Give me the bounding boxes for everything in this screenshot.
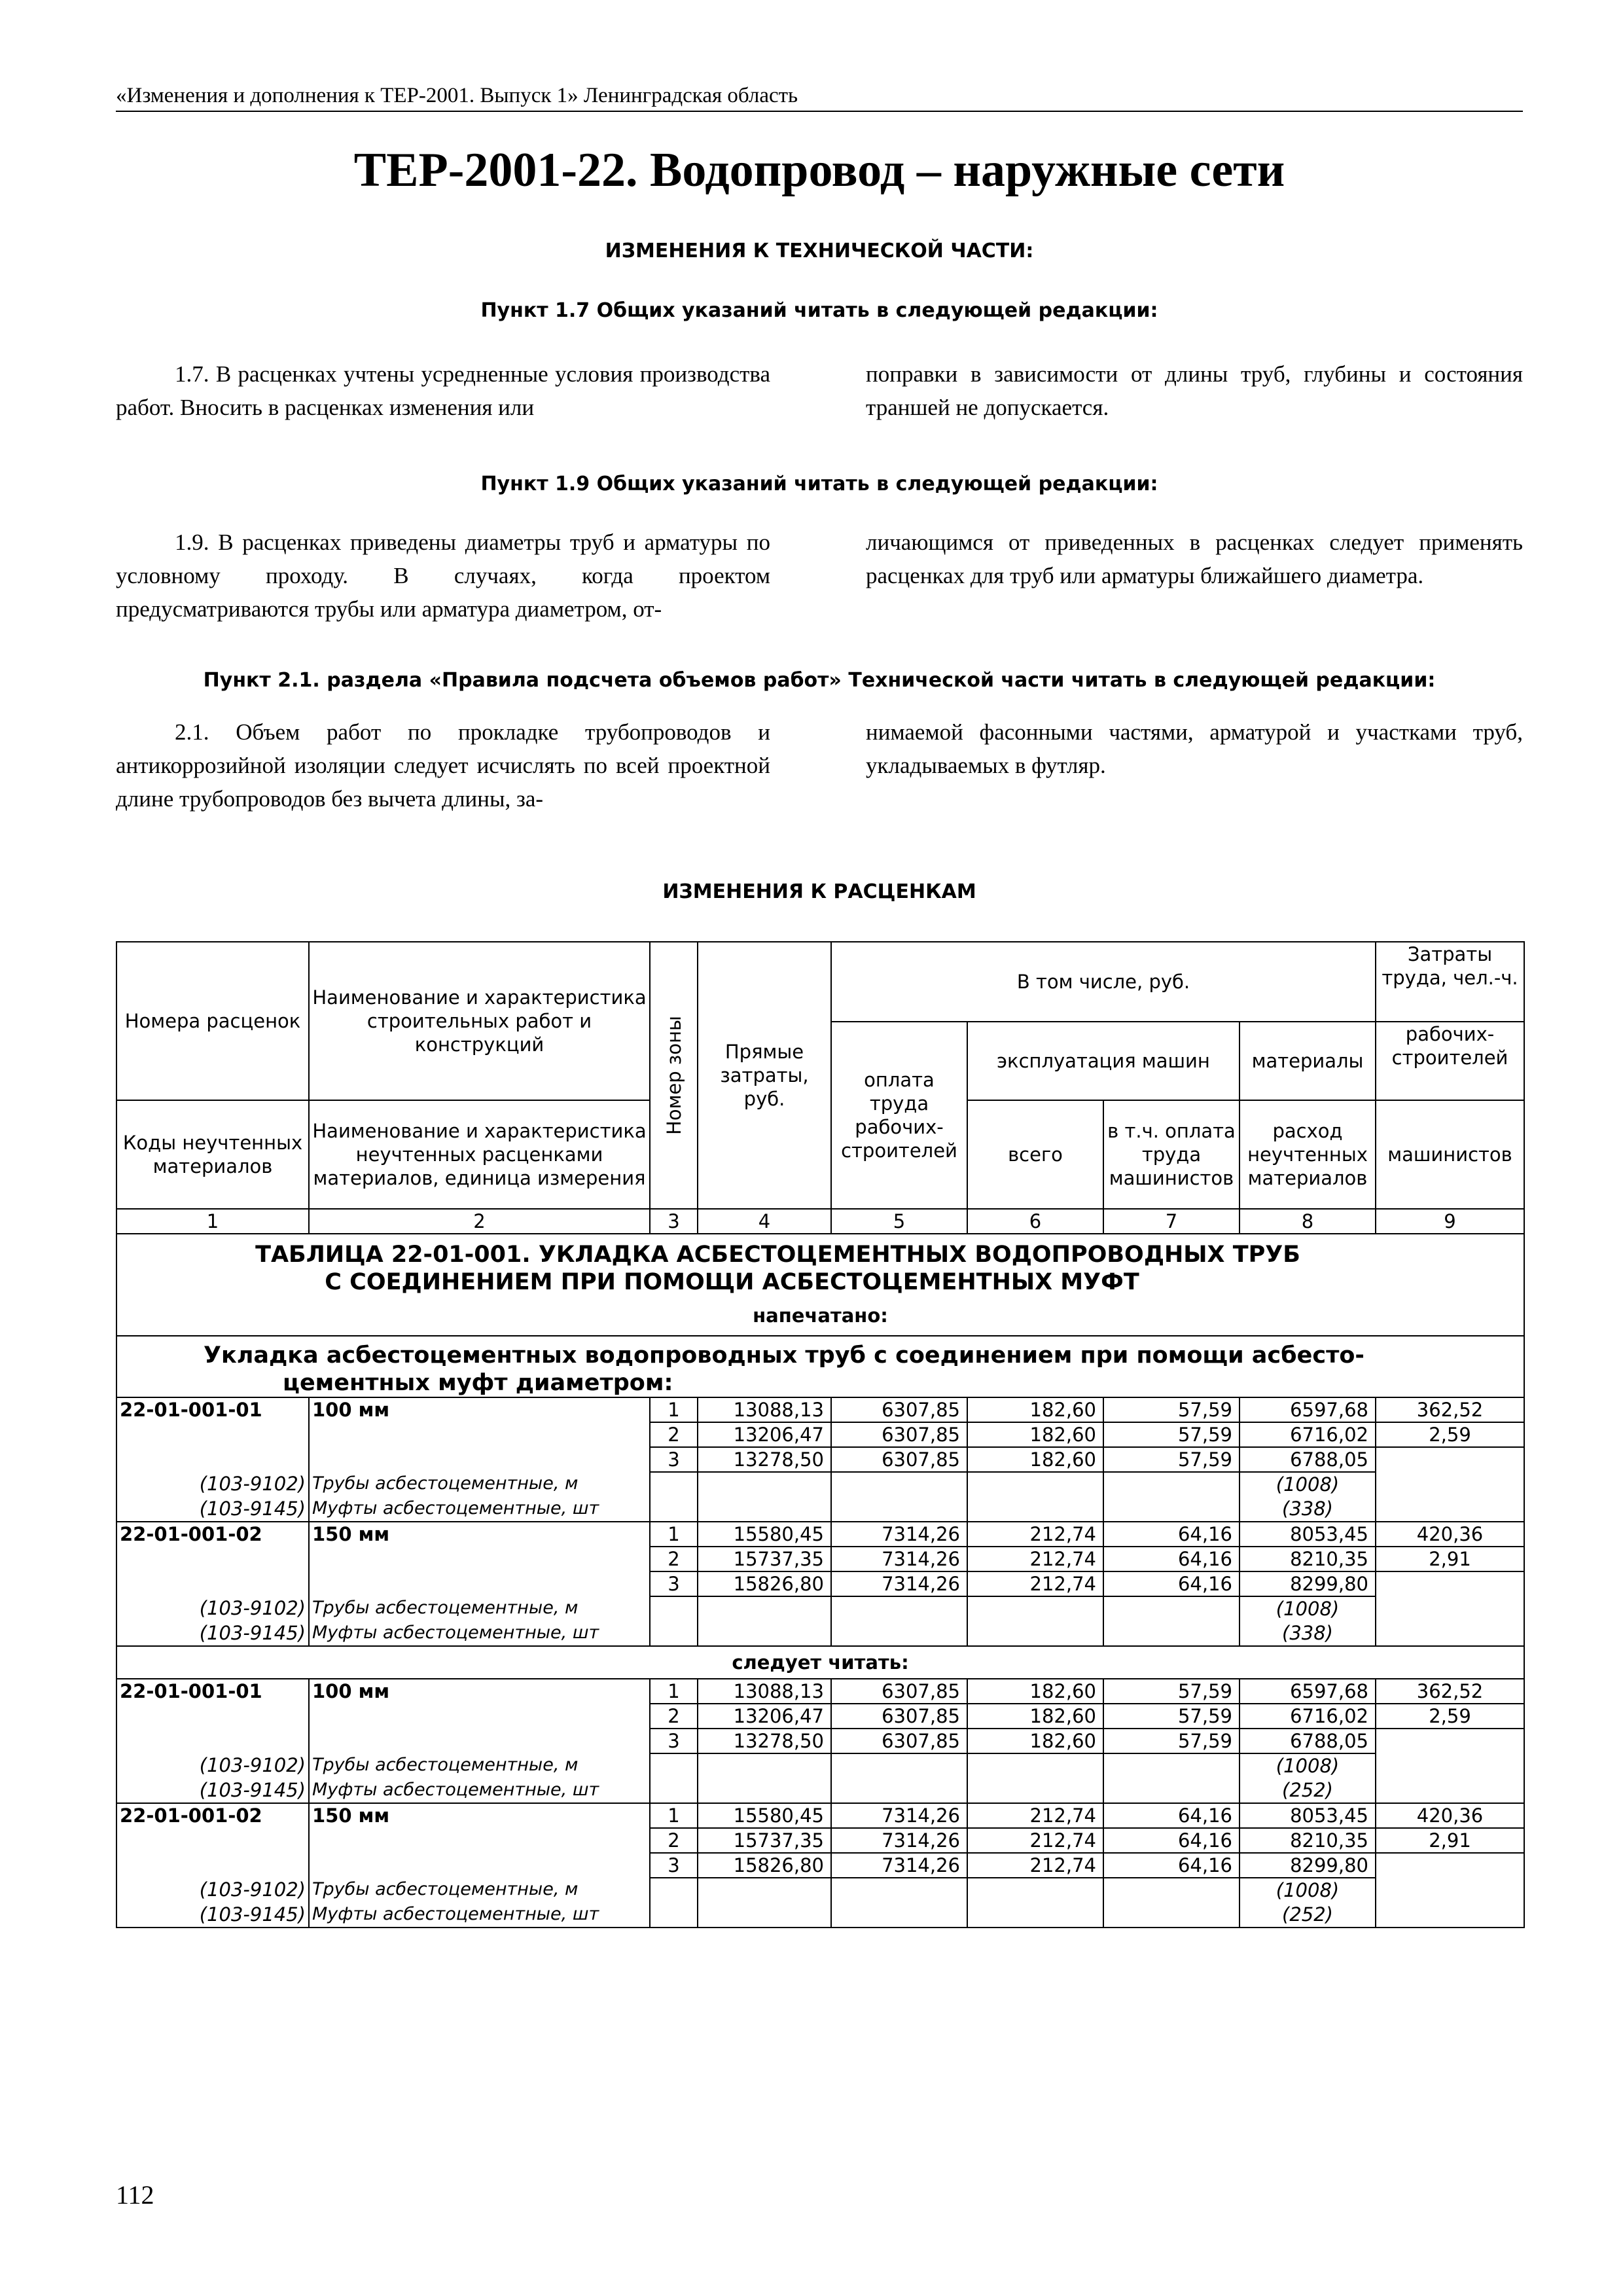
empty-cell [650, 1903, 698, 1928]
machinist-wage: 64,16 [1103, 1522, 1240, 1547]
machine-cost: 182,60 [967, 1729, 1103, 1753]
empty-cell [831, 1596, 967, 1621]
should-read-label: следует читать: [116, 1646, 1524, 1679]
machinist-wage: 57,59 [1103, 1679, 1240, 1704]
material-name: Муфты асбестоцементные, шт [309, 1903, 650, 1928]
materials-cost: 6716,02 [1240, 1704, 1376, 1729]
material-row [116, 1621, 1524, 1646]
material-row [116, 1753, 1524, 1778]
material-name: Трубы асбестоцементные, м [309, 1878, 650, 1903]
col-5-header: оплата труда рабочих-строителей [831, 1022, 967, 1209]
page-number: 112 [116, 2180, 154, 2210]
empty-cell [698, 1596, 831, 1621]
direct-cost: 15737,35 [698, 1828, 831, 1853]
item-3-left-column: 2.1. Объем работ по прокладке трубопроводов и антикоррозийной изоляции следует исчислять по всей проектной длине трубопроводов без вычета длины, за- [116, 719, 770, 812]
materials-cost: 6597,68 [1240, 1397, 1376, 1422]
material-row [116, 1903, 1524, 1928]
item-2-heading: Пункт 1.9 Общих указаний читать в следующей редакции: [480, 473, 1158, 495]
labor-machinists: 2,59 [1376, 1704, 1524, 1729]
zone-number: 2 [650, 1828, 698, 1853]
material-qty: (1008) [1240, 1596, 1376, 1621]
labor-machinists: 2,59 [1376, 1422, 1524, 1447]
direct-cost: 15580,45 [698, 1522, 831, 1547]
material-row [116, 1472, 1524, 1497]
machine-cost: 212,74 [967, 1522, 1103, 1547]
printed-rates [116, 1397, 1524, 1646]
materials-cost: 8299,80 [1240, 1571, 1376, 1596]
material-qty: (1008) [1240, 1753, 1376, 1778]
group-title-line-2: цементных муфт диаметром: [283, 1370, 673, 1396]
labor-workers: 420,36 [1376, 1803, 1524, 1828]
material-row [116, 1878, 1524, 1903]
material-qty: (1008) [1240, 1472, 1376, 1497]
empty-cell [698, 1497, 831, 1522]
empty-cell [967, 1472, 1103, 1497]
empty-cell [698, 1778, 831, 1803]
empty-cell [650, 1753, 698, 1778]
col-8-header-bottom: расход неучтенных материалов [1240, 1100, 1376, 1209]
col-6-header: всего [967, 1100, 1103, 1209]
empty-cell [967, 1497, 1103, 1522]
worker-wage: 6307,85 [831, 1704, 967, 1729]
worker-wage: 7314,26 [831, 1522, 967, 1547]
machinist-wage: 57,59 [1103, 1447, 1240, 1472]
machine-cost: 212,74 [967, 1828, 1103, 1853]
page-title: ТЕР-2001-22. Водопровод – наружные сети [353, 143, 1285, 197]
empty-cell [698, 1878, 831, 1903]
empty-cell [650, 1621, 698, 1646]
col-1-header: Номера расценок [116, 942, 309, 1100]
direct-cost: 13206,47 [698, 1704, 831, 1729]
table-row [116, 1522, 1524, 1547]
col-9-header-top: рабочих-строителей [1376, 1022, 1524, 1100]
col-9-header-bottom: машинистов [1376, 1100, 1524, 1209]
direct-cost: 13088,13 [698, 1397, 831, 1422]
direct-cost: 13088,13 [698, 1679, 831, 1704]
column-number: 2 [309, 1209, 650, 1234]
material-code: (103-9102) [116, 1753, 309, 1778]
running-head: «Изменения и дополнения к ТЕР-2001. Выпуск 1» Ленинградская область [116, 84, 1523, 112]
empty-cell [831, 1778, 967, 1803]
material-code: (103-9145) [116, 1903, 309, 1928]
column-number: 4 [698, 1209, 831, 1234]
direct-cost: 15737,35 [698, 1547, 831, 1571]
zone-number: 3 [650, 1447, 698, 1472]
materials-cost: 8053,45 [1240, 1803, 1376, 1828]
material-code: (103-9102) [116, 1878, 309, 1903]
rates-heading: ИЗМЕНЕНИЯ К РАСЦЕНКАМ [662, 880, 976, 903]
empty-cell [650, 1778, 698, 1803]
machinist-wage: 57,59 [1103, 1704, 1240, 1729]
zone-number: 3 [650, 1729, 698, 1753]
zone-number: 1 [650, 1679, 698, 1704]
machinist-wage: 64,16 [1103, 1547, 1240, 1571]
rate-name: 150 мм [309, 1803, 650, 1878]
col-7-header: в т.ч. оплата труда машинистов [1103, 1100, 1240, 1209]
empty-cell [1103, 1472, 1240, 1497]
empty-cell [650, 1497, 698, 1522]
empty-cell [967, 1621, 1103, 1646]
materials-cost: 6788,05 [1240, 1447, 1376, 1472]
direct-cost: 13206,47 [698, 1422, 831, 1447]
empty-cell [831, 1753, 967, 1778]
worker-wage: 7314,26 [831, 1547, 967, 1571]
materials-cost: 8210,35 [1240, 1828, 1376, 1853]
empty-cell [1103, 1878, 1240, 1903]
materials-cost: 6788,05 [1240, 1729, 1376, 1753]
empty-cell [967, 1753, 1103, 1778]
item-1-left-column: 1.7. В расценках учтены усредненные условия производства работ. Вносить в расценках изменения или [116, 361, 770, 420]
empty-cell [698, 1903, 831, 1928]
zone-number: 1 [650, 1803, 698, 1828]
column-number: 8 [1240, 1209, 1376, 1234]
empty-cell [1103, 1621, 1240, 1646]
item-2-right-column: личающимся от приведенных в расценках следует применять расценках для труб или арматуры ближайшего диаметра. [866, 529, 1523, 588]
table-title-row [116, 1234, 1524, 1336]
direct-cost: 13278,50 [698, 1729, 831, 1753]
rate-code: 22-01-001-01 [116, 1397, 309, 1472]
rate-name: 100 мм [309, 1397, 650, 1472]
material-code: (103-9145) [116, 1497, 309, 1522]
worker-wage: 7314,26 [831, 1803, 967, 1828]
machinist-wage: 64,16 [1103, 1828, 1240, 1853]
rates-table [116, 941, 1525, 1928]
direct-cost: 15826,80 [698, 1571, 831, 1596]
materials-cost: 6597,68 [1240, 1679, 1376, 1704]
machine-cost: 212,74 [967, 1571, 1103, 1596]
empty-cell [831, 1497, 967, 1522]
machine-cost: 212,74 [967, 1853, 1103, 1878]
column-number: 9 [1376, 1209, 1524, 1234]
rate-code: 22-01-001-02 [116, 1803, 309, 1878]
item-2-left-column: 1.9. В расценках приведены диаметры труб и арматуры по условному проходу. В случаях, когда проектом предусматриваются трубы или арматура диаметром, от- [116, 529, 770, 622]
materials-cost: 6716,02 [1240, 1422, 1376, 1447]
group-title-line-1: Укладка асбестоцементных водопроводных труб с соединением при помощи асбесто- [204, 1342, 1364, 1369]
col-2-header-bottom: Наименование и характеристика неучтенных расценками материалов, единица измерения [309, 1100, 650, 1209]
empty-cell [650, 1472, 698, 1497]
materials-cost: 8053,45 [1240, 1522, 1376, 1547]
material-name: Трубы асбестоцементные, м [309, 1596, 650, 1621]
col-3-header: Номер зоны [650, 942, 698, 1209]
labor-empty [1376, 1729, 1524, 1803]
corrected-rates [116, 1679, 1524, 1928]
material-name: Муфты асбестоцементные, шт [309, 1497, 650, 1522]
col-8-header-top: материалы [1240, 1022, 1376, 1100]
material-code: (103-9145) [116, 1621, 309, 1646]
group-title-row [116, 1336, 1524, 1397]
zone-number: 2 [650, 1547, 698, 1571]
empty-cell [1103, 1497, 1240, 1522]
should-read-row [116, 1646, 1524, 1679]
labor-machinists: 2,91 [1376, 1547, 1524, 1571]
breakdown-header: В том числе, руб. [831, 942, 1376, 1022]
machinist-wage: 57,59 [1103, 1422, 1240, 1447]
labor-empty [1376, 1447, 1524, 1522]
material-name: Муфты асбестоцементные, шт [309, 1778, 650, 1803]
zone-number: 3 [650, 1571, 698, 1596]
rate-name: 150 мм [309, 1522, 650, 1596]
material-qty: (338) [1240, 1497, 1376, 1522]
zone-number: 1 [650, 1522, 698, 1547]
table-row [116, 1397, 1524, 1422]
col-2-header: Наименование и характеристика строительных работ и конструкций [309, 942, 650, 1100]
material-code: (103-9102) [116, 1472, 309, 1497]
machine-cost: 182,60 [967, 1422, 1103, 1447]
empty-cell [831, 1472, 967, 1497]
machine-cost: 212,74 [967, 1803, 1103, 1828]
tech-part-heading: ИЗМЕНЕНИЯ К ТЕХНИЧЕСКОЙ ЧАСТИ: [605, 240, 1034, 262]
empty-cell [831, 1903, 967, 1928]
empty-cell [831, 1878, 967, 1903]
machine-cost: 182,60 [967, 1447, 1103, 1472]
empty-cell [1103, 1903, 1240, 1928]
worker-wage: 6307,85 [831, 1679, 967, 1704]
rate-code: 22-01-001-02 [116, 1522, 309, 1596]
worker-wage: 6307,85 [831, 1447, 967, 1472]
material-name: Трубы асбестоцементные, м [309, 1753, 650, 1778]
zone-number: 2 [650, 1704, 698, 1729]
empty-cell [967, 1903, 1103, 1928]
column-number: 3 [650, 1209, 698, 1234]
table-row [116, 1803, 1524, 1828]
empty-cell [698, 1472, 831, 1497]
material-row [116, 1778, 1524, 1803]
table-row [116, 1679, 1524, 1704]
machinist-wage: 64,16 [1103, 1803, 1240, 1828]
worker-wage: 7314,26 [831, 1853, 967, 1878]
machine-cost: 212,74 [967, 1547, 1103, 1571]
machinist-wage: 57,59 [1103, 1397, 1240, 1422]
empty-cell [967, 1778, 1103, 1803]
material-code: (103-9145) [116, 1778, 309, 1803]
materials-cost: 8299,80 [1240, 1853, 1376, 1878]
col-1-header-bottom: Коды неучтенных материалов [116, 1100, 309, 1209]
machinist-wage: 64,16 [1103, 1853, 1240, 1878]
table-title-line-1: ТАБЛИЦА 22-01-001. УКЛАДКА АСБЕСТОЦЕМЕНТНЫХ ВОДОПРОВОДНЫХ ТРУБ [255, 1242, 1300, 1268]
zone-number: 1 [650, 1397, 698, 1422]
empty-cell [650, 1878, 698, 1903]
rate-name: 100 мм [309, 1679, 650, 1753]
worker-wage: 7314,26 [831, 1571, 967, 1596]
machine-cost: 182,60 [967, 1679, 1103, 1704]
labor-workers: 362,52 [1376, 1679, 1524, 1704]
empty-cell [1103, 1753, 1240, 1778]
materials-cost: 8210,35 [1240, 1547, 1376, 1571]
column-number: 7 [1103, 1209, 1240, 1234]
labor-header: Затраты труда, чел.-ч. [1376, 942, 1524, 1022]
zone-number: 2 [650, 1422, 698, 1447]
machinist-wage: 57,59 [1103, 1729, 1240, 1753]
material-name: Муфты асбестоцементные, шт [309, 1621, 650, 1646]
printed-label: напечатано: [753, 1304, 888, 1327]
material-row [116, 1596, 1524, 1621]
labor-workers: 420,36 [1376, 1522, 1524, 1547]
empty-cell [698, 1753, 831, 1778]
machine-cost: 182,60 [967, 1397, 1103, 1422]
worker-wage: 6307,85 [831, 1422, 967, 1447]
column-number: 5 [831, 1209, 967, 1234]
empty-cell [831, 1621, 967, 1646]
empty-cell [967, 1596, 1103, 1621]
material-row [116, 1497, 1524, 1522]
material-qty: (338) [1240, 1621, 1376, 1646]
material-code: (103-9102) [116, 1596, 309, 1621]
labor-machinists: 2,91 [1376, 1828, 1524, 1853]
item-1-heading: Пункт 1.7 Общих указаний читать в следующей редакции: [480, 299, 1158, 322]
labor-empty [1376, 1571, 1524, 1646]
empty-cell [967, 1878, 1103, 1903]
worker-wage: 7314,26 [831, 1828, 967, 1853]
material-qty: (252) [1240, 1903, 1376, 1928]
direct-cost: 15580,45 [698, 1803, 831, 1828]
direct-cost: 15826,80 [698, 1853, 831, 1878]
empty-cell [650, 1596, 698, 1621]
empty-cell [1103, 1778, 1240, 1803]
direct-cost: 13278,50 [698, 1447, 831, 1472]
worker-wage: 6307,85 [831, 1729, 967, 1753]
item-1-right-column: поправки в зависимости от длины труб, глубины и состояния траншей не допускается. [866, 361, 1523, 420]
material-qty: (1008) [1240, 1878, 1376, 1903]
item-3-heading: Пункт 2.1. раздела «Правила подсчета объемов работ» Технической части читать в следующей редакции: [203, 669, 1436, 692]
material-qty: (252) [1240, 1778, 1376, 1803]
zone-number: 3 [650, 1853, 698, 1878]
col-4-header: Прямые затраты, руб. [698, 942, 831, 1209]
column-numbers-row [116, 1209, 1524, 1234]
column-number: 6 [967, 1209, 1103, 1234]
machinist-wage: 64,16 [1103, 1571, 1240, 1596]
machines-header: эксплуатация машин [967, 1022, 1240, 1100]
rate-code: 22-01-001-01 [116, 1679, 309, 1753]
worker-wage: 6307,85 [831, 1397, 967, 1422]
labor-workers: 362,52 [1376, 1397, 1524, 1422]
column-number: 1 [116, 1209, 309, 1234]
empty-cell [1103, 1596, 1240, 1621]
table-title-line-2: С СОЕДИНЕНИЕМ ПРИ ПОМОЩИ АСБЕСТОЦЕМЕНТНЫХ МУФТ [325, 1269, 1139, 1295]
labor-empty [1376, 1853, 1524, 1928]
item-3-right-column: нимаемой фасонными частями, арматурой и участками труб, укладываемых в футляр. [866, 719, 1523, 778]
empty-cell [698, 1621, 831, 1646]
machine-cost: 182,60 [967, 1704, 1103, 1729]
material-name: Трубы асбестоцементные, м [309, 1472, 650, 1497]
